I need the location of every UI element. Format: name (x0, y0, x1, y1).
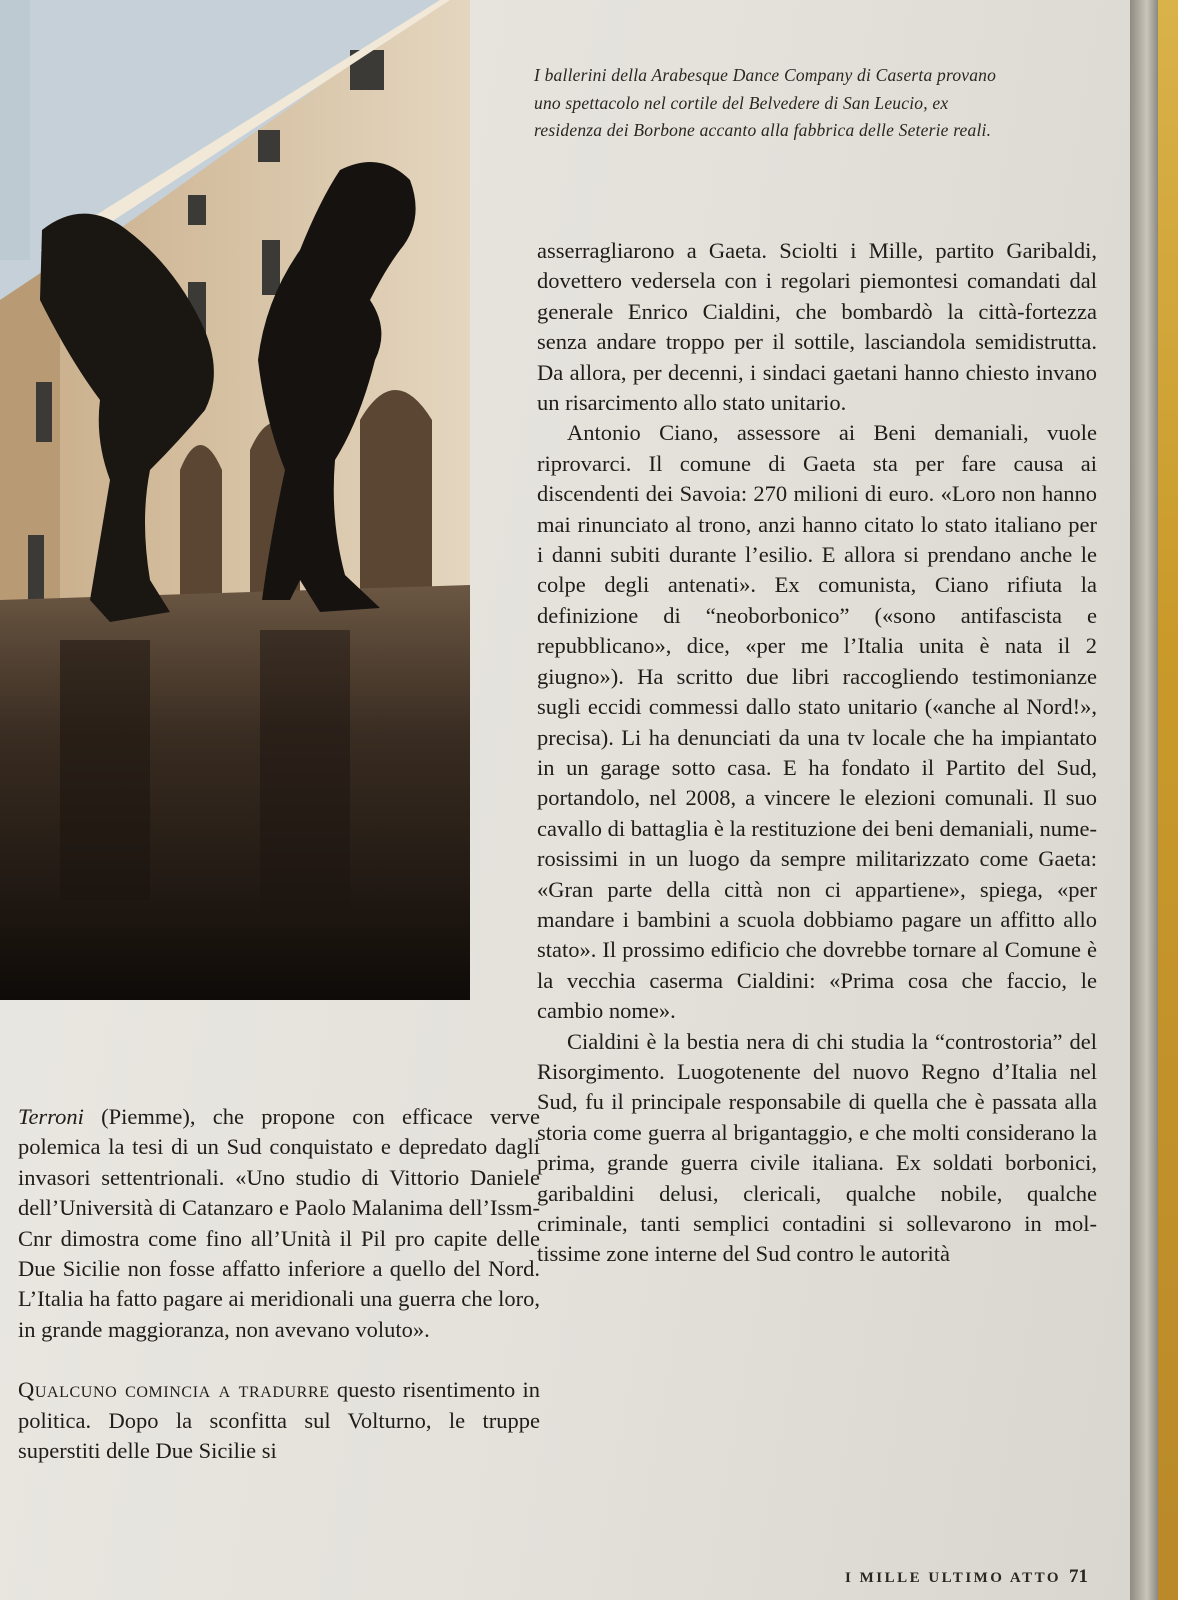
paragraph (18, 1102, 540, 1345)
article-column-left (18, 1102, 540, 1466)
photo-caption: I ballerini della Arabesque Dance Company di Caserta provano uno spettacolo nel cortile del Belvedere di San Leucio, ex residenza dei Borbone accanto alla fabbrica delle Seterie reali. (534, 65, 997, 140)
paragraph-text: (Piemme), che propone con efficace verve polemica la tesi di un Sud conquistato e depredato dagli invasori settentrionali. «Uno studio di Vittorio Daniele dell’Università di Catanzaro e Paolo Malanima dell’Issm-Cnr dimostra come fino all’Unità il Pil pro capite delle Due Sicilie non fosse affatto inferiore a quello del Nord. L’Italia ha fatto pagare ai meridionali una guerra che loro, in grande maggioranza, non avevano voluto». (18, 1104, 540, 1342)
section-lead-in: Qualcuno comincia a tradurre (18, 1377, 330, 1403)
paragraph: Antonio Ciano, assessore ai Beni demaniali, vuole riprovarci. Il comune di Gaeta sta per fare causa ai discendenti dei Savoia: 270 milioni di euro. «Loro non hanno mai rinunciato al trono, anzi hanno citato lo stato italiano per i danni subiti durante l’esilio. E allora si prendano anche le colpe degli antenati». Ex comunista, Ciano rifiuta la definizione di “neoborbonico” («sono antifascista e repubblicano», dice, «per me l’Italia unita è nata il 2 giugno»). Ha scritto due libri raccogliendo testimonianze sugli eccidi commessi dallo stato unitario («anche al Nord!», precisa). Li ha denunciati da una tv locale che ha impiantato in un garage sotto casa. E ha fondato il Partito del Sud, portandolo, nel 2008, a vincere le elezioni comunali. Il suo cavallo di battaglia è la restituzione dei beni demaniali, numerosissimi in un luogo da sempre militarizzato come Gaeta: «Gran parte della città non ci appartiene», spiega, «per mandare i bambini a scuola dobbiamo pagare un affitto allo stato». Il prossimo edificio che dovrebbe tornare al Comune è la vecchia caserma Cialdini: «Prima cosa che faccio, le cambio nome». (537, 420, 1097, 1024)
article-column-right (537, 236, 1097, 1270)
paragraph: asserragliarono a Gaeta. Sciolti i Mille, partito Garibaldi, dovettero vedersela con i regolari piemontesi comandati dal generale Enrico Cialdini, che bombardò la città-fortezza senza andare troppo per il sottile, lasciandola semidistrutta. Da allora, per decenni, i sindaci gaetani hanno chiesto invano un risarcimento allo stato unitario. (537, 238, 1097, 416)
section-paragraph (18, 1375, 540, 1466)
cover-edge (1158, 0, 1178, 1600)
paragraph: Cialdini è la bestia nera di chi studia la “controstoria” del Risorgimento. Luogotenente del nuovo Regno d’Italia nel Sud, fu il principale responsabile di quella che è passata alla storia come guerra al brigantaggio, e che molti considerano la prima, grande guerra civile italiana. Ex soldati borbonici, garibaldini delusi, clericali, qualche nobile, qualche criminale, tanti semplici contadini si sollevarono in moltissime zone interne del Sud contro le autorità (537, 1028, 1097, 1267)
page-number: 71 (1069, 1566, 1089, 1587)
dance-photo (0, 0, 470, 1000)
running-title: I MILLE ULTIMO ATTO (845, 1570, 1062, 1586)
book-title: Terroni (18, 1104, 84, 1129)
paragraph-text: questo risentimento in politica. Dopo la sconfitta sul Volturno, le truppe superstiti delle Due Sicilie si (18, 1377, 540, 1464)
page-footer (845, 1566, 1088, 1588)
dancers-courtyard-illustration (0, 0, 470, 1000)
